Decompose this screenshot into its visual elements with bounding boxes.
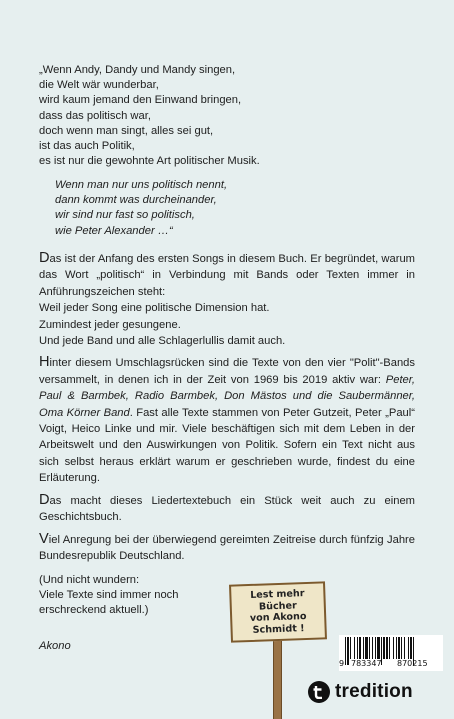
poem-line: wie Peter Alexander …“ [55, 224, 173, 237]
paragraph-journey [39, 532, 415, 565]
barcode-group: 870215 [397, 659, 428, 668]
poem-line: Wenn man nur uns politisch nennt, [55, 179, 228, 191]
paragraph-line: Zumindest jeder gesungene. [39, 318, 181, 331]
paragraph-bands [39, 355, 415, 486]
poem-line: dass das politisch war, [39, 109, 151, 122]
paragraph-text: inter diesem Umschlagsrücken sind die Texte von den vier "Polit"-Bands versammelt, in denen ich in der Zeit von 1969 bis 2019 aktiv war: [39, 357, 415, 386]
closing-note [39, 573, 179, 619]
paragraph-text: as ist der Anfang des ersten Songs in diesem Buch. Er begründet, warum das Wort „politisch“ in Verbindung mit Bands oder Texten immer in Anführungszeichen steht: [39, 253, 415, 298]
paragraph-text: . Fast alle Texte stammen von Peter Gutzeit, Peter „Paul“ Voigt, Heico Linke und mir. Viele beschäftigen sich mit dem Leben in der Arbeitswelt und den Auswirkungen von Politik. Sofern ein Text nicht aus sich selbst heraus erklärt warum er geschrieben wurde, findest du eine Erläuterung. [39, 406, 415, 485]
isbn-barcode [339, 635, 443, 671]
poem-line: wird kaum jemand den Einwand bringen, [39, 94, 242, 107]
paragraph-text: iel Anregung bei der überwiegend gereimten Zeitreise durch fünfzig Jahre Bundesrepublik Deutschland. [39, 533, 415, 562]
drop-initial: H [39, 354, 50, 371]
poem-line: die Welt wär wunderbar, [39, 79, 159, 92]
publisher-icon [308, 681, 330, 703]
author-signature: Akono [39, 640, 71, 652]
closing-line: Viele Texte sind immer noch [39, 589, 179, 602]
blurb-prose [39, 251, 415, 570]
poem-line: „Wenn Andy, Dandy und Mandy singen, [39, 64, 236, 76]
poem-stanza-2 [55, 178, 415, 239]
paragraph-line: Und jede Band und alle Schlagerlullis damit auch. [39, 335, 286, 348]
closing-line: (Und nicht wundern: [39, 574, 140, 586]
band-names: Peter, Paul & Barmbek, Radio Barmbek, Don Mästos und die Saubermänner, Oma Körner Band [39, 373, 415, 419]
barcode-group: 783347 [351, 659, 382, 668]
sign-board [229, 581, 327, 642]
sign-pole [273, 639, 282, 719]
sign-line: Schmidt ! [252, 622, 305, 636]
poem-line: ist das auch Politik, [39, 140, 135, 153]
paragraph-line: Weil jeder Song eine politische Dimension hat. [39, 302, 270, 315]
poem-line: doch wenn man singt, alles sei gut, [39, 124, 214, 137]
poem-line: dann kommt was durcheinander, [55, 194, 217, 207]
paragraph-text: as macht dieses Liedertextebuch ein Stück weit auch zu einem Geschichtsbuch. [39, 494, 415, 524]
publisher-logo [308, 680, 413, 704]
poem-line: es ist nur die gewohnte Art politischer Musik. [39, 155, 260, 168]
drop-initial: D [39, 250, 50, 266]
sign-line: Lest mehr [250, 588, 305, 601]
poem-stanza-1 [39, 63, 419, 169]
barcode-digit: 9 [339, 659, 345, 668]
paragraph-history [39, 493, 415, 526]
paragraph-intro [39, 251, 415, 349]
closing-line: erschreckend aktuell.) [39, 604, 149, 617]
poem-line: wir sind nur fast so politisch, [55, 209, 195, 222]
drop-initial: V [39, 530, 49, 547]
sign-line: von Akono [249, 611, 307, 624]
drop-initial: D [39, 491, 50, 508]
sign-line: Bücher [258, 599, 297, 613]
publisher-name: tredition [335, 681, 413, 702]
